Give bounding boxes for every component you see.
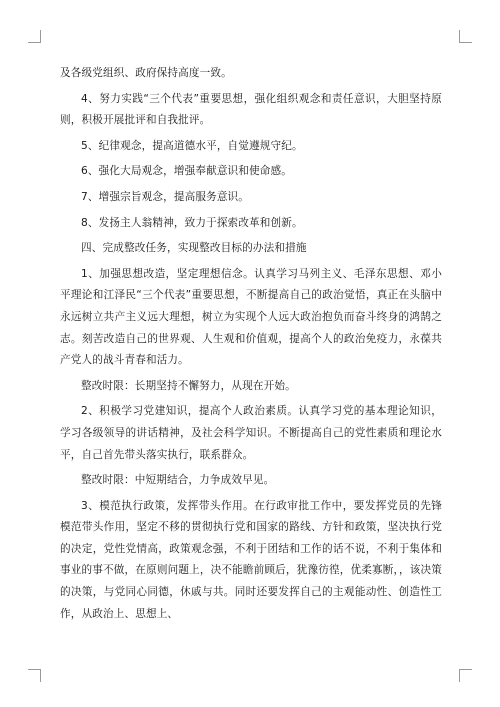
paragraph-item-7: 7、增强宗旨观念，提高服务意识。 xyxy=(81,190,250,203)
section-heading-4: 四、完成整改任务，实现整改目标的办法和措施 xyxy=(81,242,307,255)
paragraph-item-4: 4、努力实践“三个代表”重要思想，强化组织观念和责任意识，大胆坚持原则，积极开展批评和自我批评。 xyxy=(60,92,442,127)
paragraph-item-8: 8、发扬主人翁精神，致力于探索改革和创新。 xyxy=(81,216,303,229)
crop-mark-top-right xyxy=(459,30,472,43)
paragraph-item-5: 5、纪律观念，提高道德水平，自觉遵规守纪。 xyxy=(81,139,303,152)
crop-mark-top-left xyxy=(28,30,41,43)
paragraph-measure-1: 1、加强思想改造，坚定理想信念。认真学习马列主义、毛泽东思想、邓小平理论和江泽民“三个代表”重要思想，不断提高自己的政治觉悟，真正在头脑中永远树立共产主义远大理想，树立为实现个人远大政治抱负而奋斗终身的鸿鹄之志。刻苦改造自己的世界观、人生观和价值观，提高个人的政治免疫力，永葆共产党人的战斗青春和活力。 xyxy=(60,267,442,367)
paragraph-measure-3: 3、模范执行政策，发挥带头作用。在行政审批工作中，要发挥党员的先锋模范带头作用，坚定不移的贯彻执行党和国家的路线、方针和政策，坚决执行党的决定，党性党情高，政策观念强，不利于团结和工作的话不说，不利于集体和事业的事不做，在原则问题上，决不能瞻前顾后，犹豫彷徨，优柔寡断，，该决策的决策，与党同心同德，休戚与共。同时还要发挥自己的主观能动性、创造性工作，从政治上、思想上、 xyxy=(60,499,442,620)
paragraph-measure-2: 2、积极学习党建知识，提高个人政治素质。认真学习党的基本理论知识，学习各级领导的讲话精神，及社会科学知识。不断提高自己的党性素质和理论水平，自己首先带头落实执行，联系群众。 xyxy=(60,405,442,461)
paragraph-deadline-2: 整改时限：中短期结合，力争成效早见。 xyxy=(81,474,275,487)
crop-mark-bottom-right xyxy=(459,669,472,682)
crop-mark-bottom-left xyxy=(28,669,41,682)
paragraph-continuation: 及各级党组织、政府保持高度一致。 xyxy=(60,67,232,79)
paragraph-item-6: 6、强化大局观念，增强奉献意识和使命感。 xyxy=(81,165,293,178)
paragraph-deadline-1: 整改时限：长期坚持不懈努力，从现在开始。 xyxy=(81,379,296,392)
document-body xyxy=(60,63,442,625)
